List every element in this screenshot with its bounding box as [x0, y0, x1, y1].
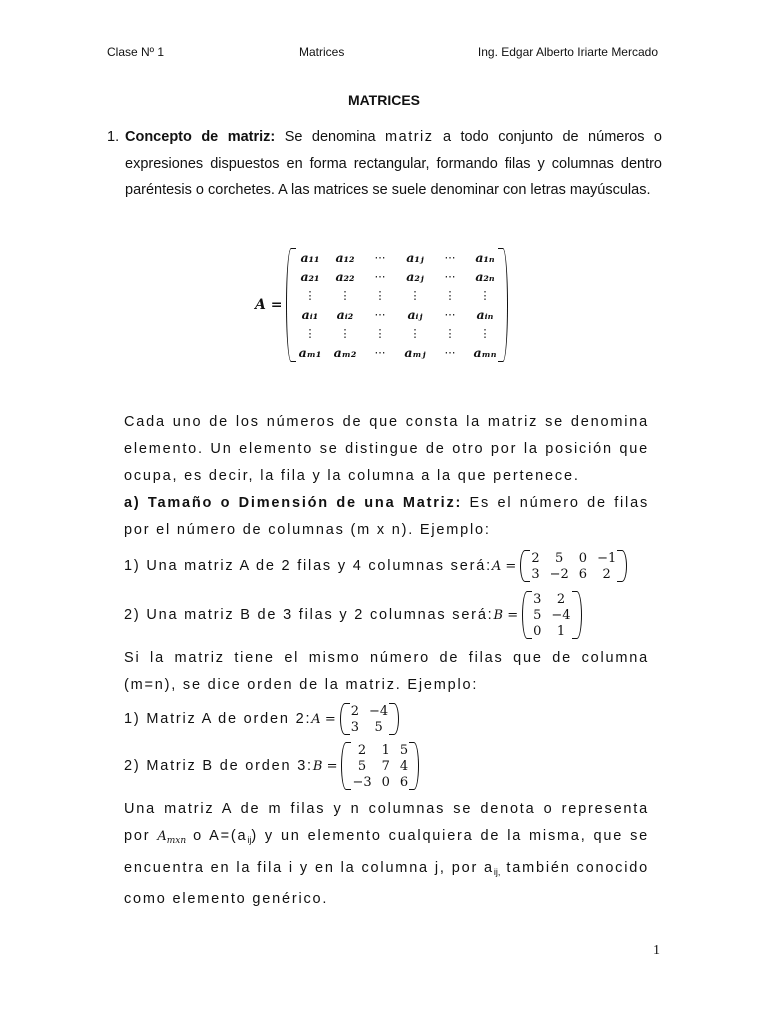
- matrix-row: [526, 566, 621, 582]
- matrix-cell: ⋯: [374, 308, 386, 321]
- subsection-size-heading: a) Tamaño o Dimensión de una Matriz:: [124, 495, 463, 511]
- matrix-cell: ⋮: [339, 327, 351, 340]
- paragraph-notation-text: [124, 796, 649, 913]
- matrix-cell: aₘⱼ: [404, 345, 426, 360]
- example-size-1-table: [526, 550, 621, 582]
- paragraph-order-text: Si la matriz tiene el mismo número de filas que de columna (m=n), se dice orden de la matriz. Ejemplo:: [124, 650, 649, 693]
- general-matrix-label: A =: [255, 297, 283, 313]
- matrix-row: [346, 719, 393, 735]
- paragraph-element-text: Cada uno de los números de que consta la matriz se denomina elemento. Un elemento se distingue de otro por la posición que ocupa, es decir, la fila y la columna a la que pertenece.: [124, 414, 649, 484]
- matrix-cell: ⋮: [444, 327, 456, 340]
- matrix-row: [292, 324, 502, 343]
- matrix-cell: ⋯: [444, 308, 456, 321]
- matrix-cell: a₂ⱼ: [406, 269, 424, 284]
- header-author: Ing. Edgar Alberto Iriarte Mercado: [477, 45, 658, 59]
- matrix-cell: a₁ₙ: [475, 250, 495, 265]
- matrix-cell: ⋮: [339, 289, 351, 302]
- matrix-cell: 3: [350, 719, 359, 735]
- page-title: MATRICES: [347, 92, 421, 108]
- notation-symbol-subscript: mxn: [166, 836, 187, 846]
- definition-text-a: Se denomina: [275, 129, 386, 145]
- example-order-2-matrix: [313, 742, 419, 790]
- subsection-size: [124, 490, 649, 544]
- matrix-cell: −3: [352, 774, 372, 790]
- matrix-row: [347, 774, 413, 790]
- matrix-cell: −4: [369, 703, 389, 719]
- example-order-1-matrix: [311, 703, 399, 735]
- general-matrix: [255, 248, 508, 362]
- example-size-2-table: [528, 591, 575, 639]
- matrix-cell: aᵢⱼ: [407, 307, 423, 322]
- matrix-cell: 3: [533, 591, 542, 607]
- example-order-1: [124, 703, 399, 735]
- matrix-cell: 5: [357, 758, 367, 774]
- matrix-cell: a₁₁: [300, 250, 320, 265]
- matrix-cell: ⋮: [479, 289, 491, 302]
- example-size-2-bracket: [522, 591, 581, 639]
- section-concept-text: [125, 124, 662, 204]
- notation-subscript-1: ij: [247, 835, 252, 845]
- matrix-cell: 2: [531, 550, 540, 566]
- matrix-cell: 0: [381, 774, 390, 790]
- matrix-row: [528, 591, 575, 607]
- matrix-cell: ⋮: [374, 289, 386, 302]
- example-order-2-label: B =: [312, 758, 338, 774]
- example-size-1-bracket: [520, 550, 627, 582]
- paragraph-notation: [124, 796, 649, 913]
- example-size-2-text: 2) Una matriz B de 3 filas y 2 columnas será:: [124, 607, 494, 623]
- matrix-cell: ⋯: [444, 251, 456, 264]
- matrix-cell: 5: [374, 719, 383, 735]
- notation-text-3: ) y un elemento cualquiera de la misma, que se encuentra en la fila i y en la columna j, por a: [124, 828, 649, 876]
- matrix-cell: ⋮: [479, 327, 491, 340]
- section-heading: Concepto de matriz:: [125, 129, 276, 145]
- notation-text-2: o A=(a: [186, 828, 248, 844]
- matrix-cell: 3: [531, 566, 540, 582]
- notation-subscript-2: ij,: [493, 867, 501, 877]
- section-concept: [107, 124, 662, 204]
- matrix-row: [528, 623, 575, 639]
- example-order-2-bracket: [341, 742, 419, 790]
- matrix-cell: ⋮: [409, 327, 421, 340]
- matrix-row: [292, 267, 502, 286]
- matrix-cell: −1: [597, 550, 617, 566]
- matrix-row: [292, 286, 502, 305]
- matrix-cell: a₁₂: [335, 250, 355, 265]
- example-order-2: [124, 742, 419, 790]
- paragraph-order: [124, 645, 649, 699]
- example-size-2: [124, 591, 582, 639]
- matrix-row: [292, 305, 502, 324]
- example-size-2-label: B =: [493, 607, 519, 623]
- matrix-cell: 2: [602, 566, 611, 582]
- notation-text-1: Una matriz A de m filas y n columnas se denota o representa por: [124, 801, 649, 844]
- matrix-row: [528, 607, 575, 623]
- notation-text-4: también conocido como elemento genérico.: [124, 860, 649, 907]
- subsection-size-text: [124, 490, 649, 544]
- notation-symbol: A: [157, 829, 167, 844]
- matrix-cell: −2: [549, 566, 569, 582]
- matrix-cell: 6: [578, 566, 588, 582]
- matrix-cell: a₂₂: [335, 269, 355, 284]
- matrix-cell: 7: [381, 758, 390, 774]
- matrix-row: [292, 248, 502, 267]
- matrix-cell: ⋮: [304, 327, 316, 340]
- matrix-cell: ⋯: [444, 270, 456, 283]
- example-size-1-text: 1) Una matriz A de 2 filas y 4 columnas será:: [124, 558, 492, 574]
- definition-term: matriz: [385, 129, 434, 145]
- matrix-cell: aᵢ₁: [301, 307, 319, 322]
- matrix-cell: 2: [556, 591, 566, 607]
- matrix-cell: 5: [399, 742, 409, 758]
- subsection-size-body: Es el número de filas por el número de columnas (m x n). Ejemplo:: [124, 495, 649, 538]
- example-order-2-text: 2) Matriz B de orden 3:: [124, 758, 313, 774]
- example-size-1-matrix: [492, 550, 627, 582]
- matrix-cell: 5: [555, 550, 564, 566]
- section-number: 1.: [107, 129, 120, 145]
- general-matrix-table: [292, 248, 502, 362]
- matrix-cell: a₂₁: [300, 269, 320, 284]
- matrix-row: [292, 343, 502, 362]
- matrix-cell: 0: [578, 550, 588, 566]
- example-size-2-matrix: [494, 591, 582, 639]
- example-size-1-label: A =: [491, 558, 517, 574]
- matrix-cell: 4: [399, 758, 409, 774]
- matrix-cell: 2: [357, 742, 367, 758]
- matrix-cell: 1: [556, 623, 566, 639]
- example-order-1-table: [346, 703, 393, 735]
- matrix-row: [347, 758, 413, 774]
- matrix-cell: ⋮: [304, 289, 316, 302]
- matrix-cell: 0: [533, 623, 542, 639]
- matrix-cell: aₘₙ: [473, 345, 497, 360]
- header-topic: Matrices: [299, 45, 345, 59]
- matrix-cell: −4: [551, 607, 571, 623]
- general-matrix-bracket: [286, 248, 508, 362]
- matrix-cell: 6: [399, 774, 409, 790]
- matrix-row: [526, 550, 621, 566]
- matrix-cell: ⋯: [374, 346, 386, 359]
- matrix-cell: a₁ⱼ: [406, 250, 424, 265]
- example-order-2-table: [347, 742, 413, 790]
- matrix-cell: 1: [381, 742, 390, 758]
- matrix-cell: 5: [533, 607, 542, 623]
- matrix-cell: aₘ₁: [298, 345, 322, 360]
- matrix-row: [347, 742, 413, 758]
- example-order-1-bracket: [340, 703, 399, 735]
- matrix-row: [346, 703, 393, 719]
- paragraph-element: [124, 409, 649, 490]
- header-class-label: Clase Nº 1: [107, 45, 165, 59]
- page-number: 1: [653, 943, 660, 958]
- example-order-1-text: 1) Matriz A de orden 2:: [124, 711, 312, 727]
- matrix-cell: ⋮: [444, 289, 456, 302]
- matrix-cell: aᵢ₂: [336, 307, 354, 322]
- matrix-cell: ⋯: [444, 346, 456, 359]
- matrix-cell: a₂ₙ: [475, 269, 495, 284]
- matrix-cell: 2: [350, 703, 359, 719]
- matrix-cell: ⋯: [374, 251, 386, 264]
- matrix-cell: ⋮: [409, 289, 421, 302]
- example-size-1: [124, 550, 627, 582]
- matrix-cell: aₘ₂: [333, 345, 357, 360]
- matrix-cell: ⋮: [374, 327, 386, 340]
- example-order-1-label: A =: [311, 711, 336, 727]
- definition-text-b: a todo conjunto de números o expresiones dispuestos en forma rectangular, formando filas y columnas dentro paréntesis o corchetes. A las matrices se suele denominar con letras mayúsculas.: [125, 129, 662, 198]
- matrix-cell: ⋯: [374, 270, 386, 283]
- matrix-cell: aᵢₙ: [476, 307, 494, 322]
